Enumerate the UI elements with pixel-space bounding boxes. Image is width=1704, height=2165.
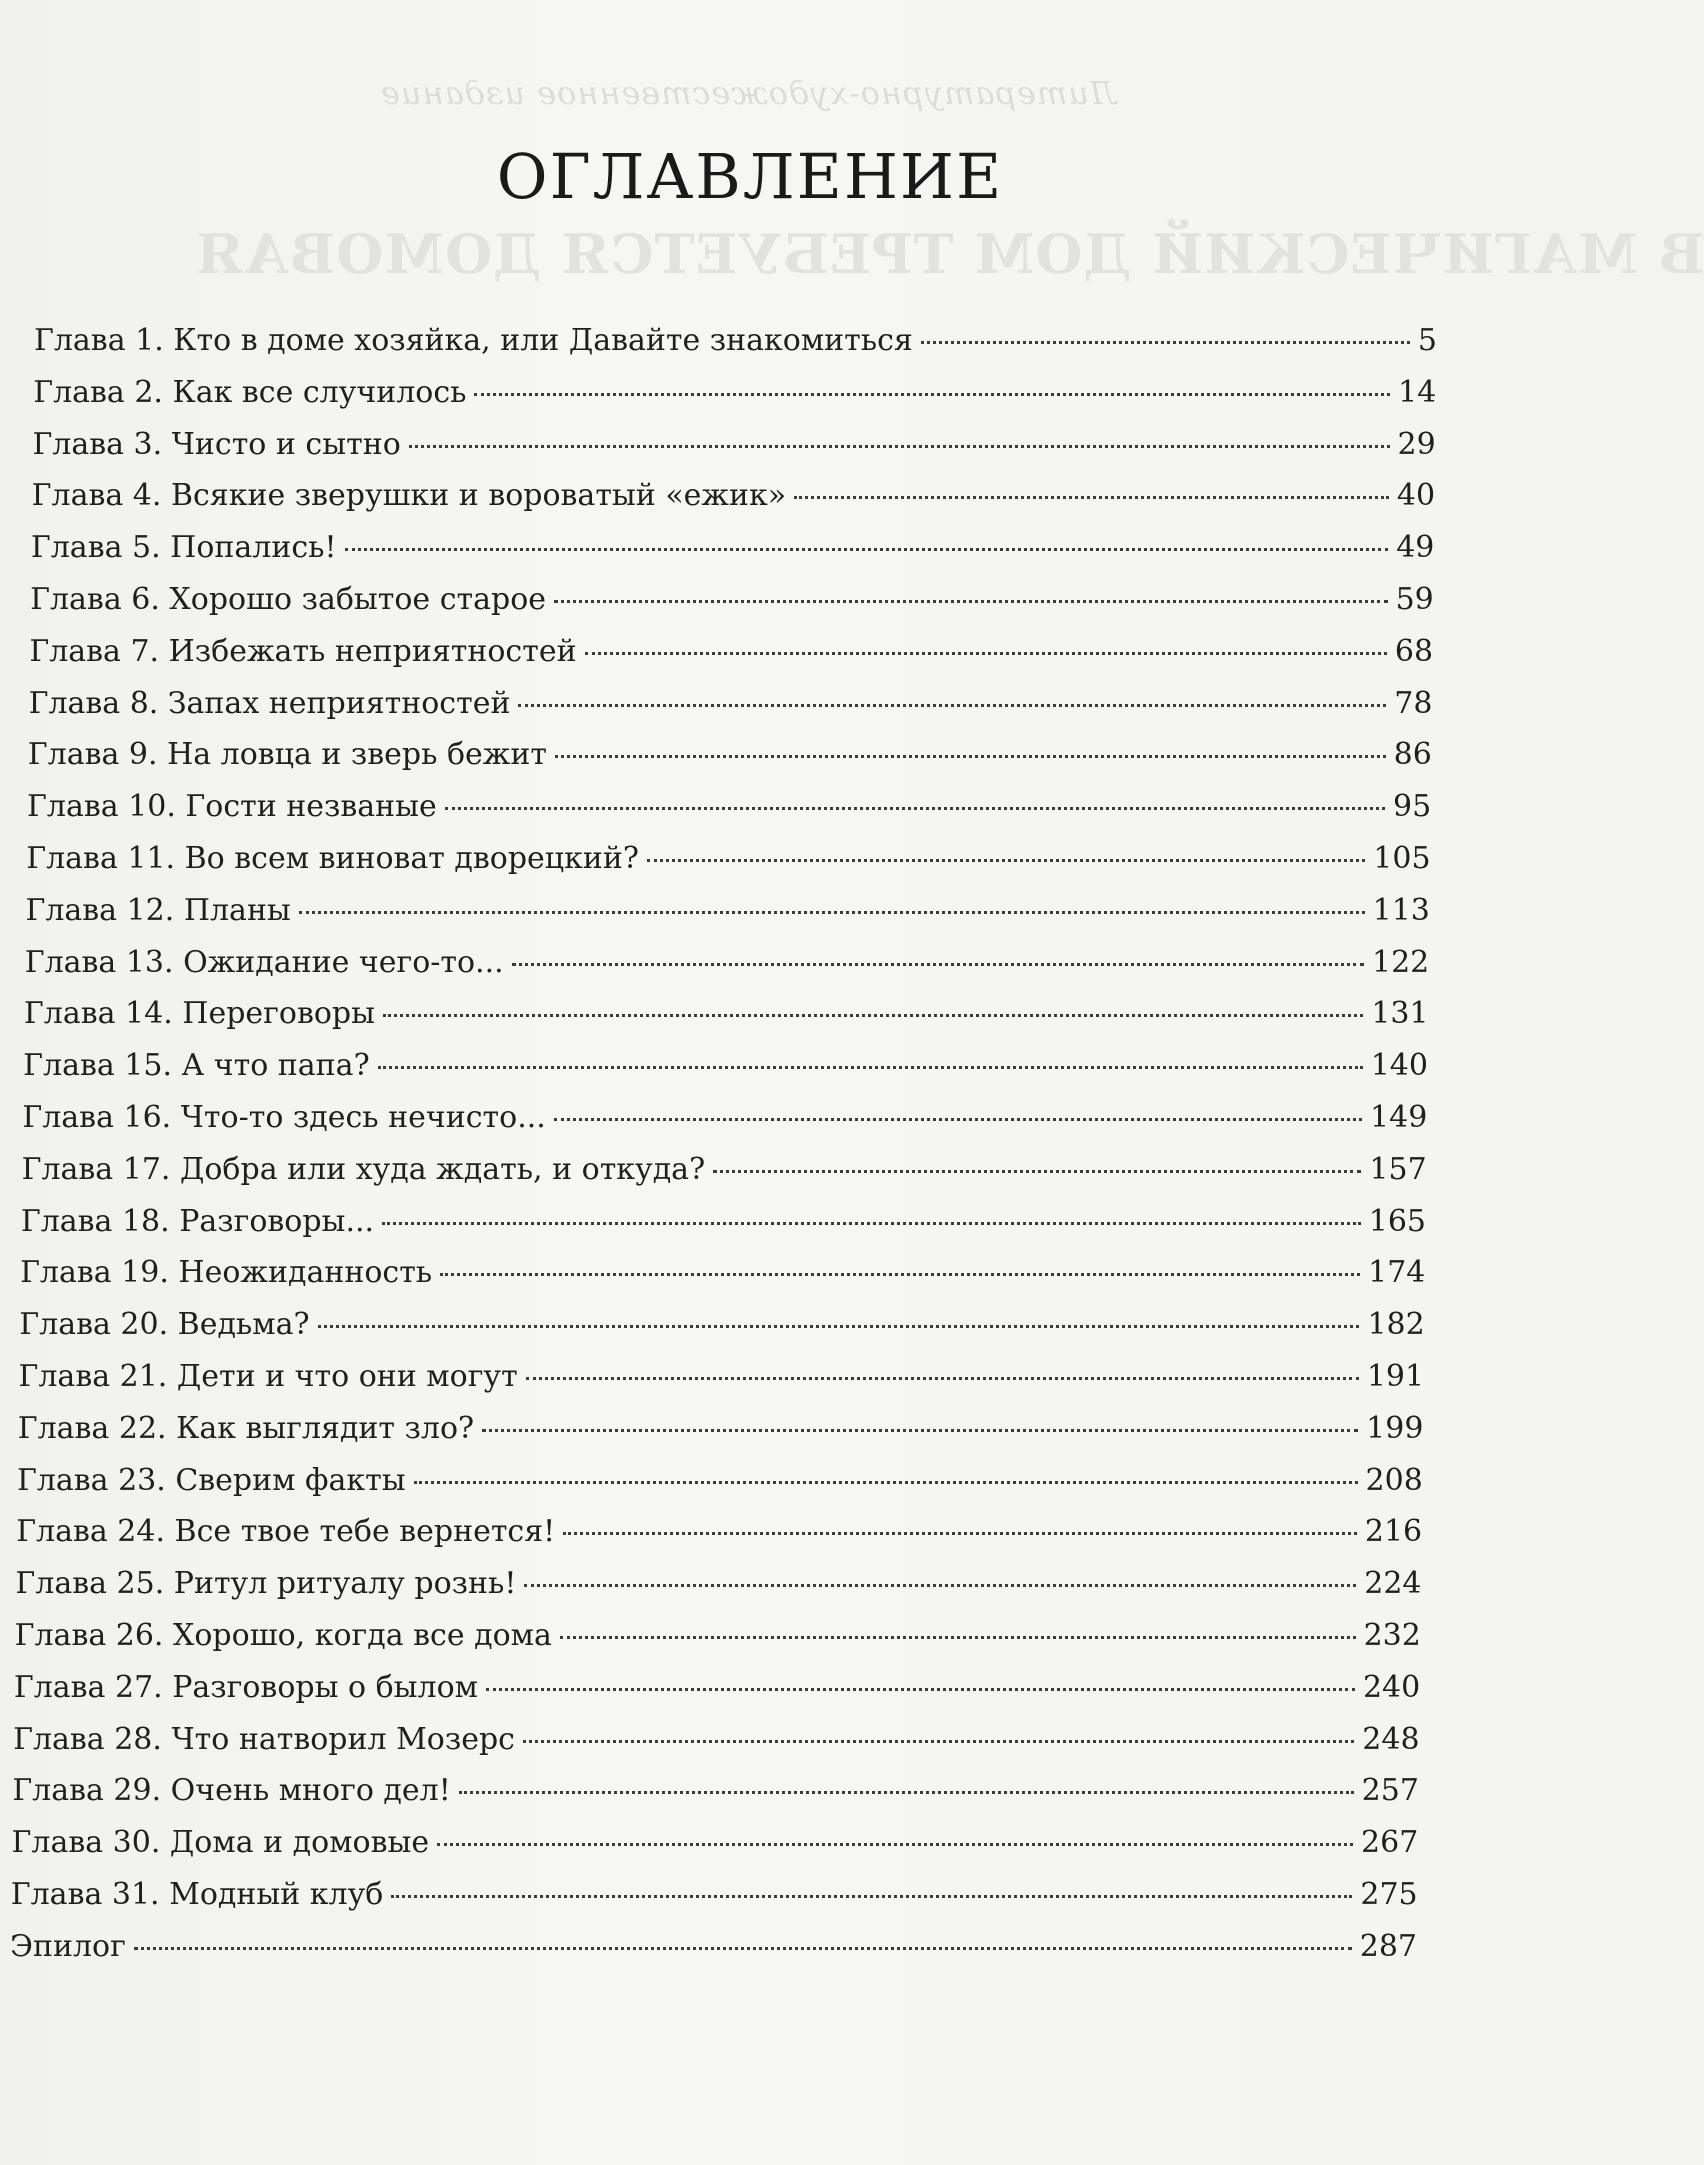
toc-dot-leader <box>409 445 1390 448</box>
toc-entry-title: Глава 15. А что папа? <box>23 1048 370 1084</box>
toc-entry-title: Глава 2. Как все случилось <box>33 374 467 410</box>
toc-dot-leader <box>482 1429 1358 1432</box>
toc-entry <box>12 1823 1419 1863</box>
toc-entry-title: Глава 23. Сверим факты <box>16 1462 406 1498</box>
toc-page-number: 216 <box>1364 1514 1423 1550</box>
toc-entry-title: Глава 5. Попались! <box>30 530 337 566</box>
toc-page-number: 182 <box>1367 1307 1425 1343</box>
toc-entry <box>32 425 1435 465</box>
toc-page-number: 191 <box>1366 1359 1425 1394</box>
toc-entry-title: Глава 9. На ловца и зверь бежит <box>27 737 547 773</box>
toc-entry-title: Глава 30. Дома и домовые <box>11 1825 430 1861</box>
toc-entry <box>20 1253 1425 1293</box>
toc-entry-title: Глава 8. Запах неприятностей <box>28 685 511 721</box>
toc-entry <box>19 1305 1424 1345</box>
toc-page-number: 199 <box>1366 1410 1424 1446</box>
toc-entry-title: Глава 25. Ритул ритуалу рознь! <box>15 1566 517 1602</box>
toc-entry <box>25 891 1429 931</box>
bleed-through-text: Литературно-художественное издание <box>380 74 1117 112</box>
toc-entry-title: Глава 4. Всякие зверушки и вороватый «ежик» <box>31 478 787 514</box>
toc-page-number: 14 <box>1398 374 1437 410</box>
toc-page-number: 208 <box>1365 1462 1423 1498</box>
toc-entry-title: Глава 10. Гости незваные <box>27 789 437 825</box>
toc-dot-leader <box>555 755 1386 758</box>
toc-entry <box>30 580 1434 620</box>
toc-dot-leader <box>585 652 1387 655</box>
toc-entry <box>18 1409 1424 1449</box>
toc-dot-leader <box>921 341 1410 344</box>
toc-dot-leader <box>345 548 1389 551</box>
toc-dot-leader <box>512 963 1364 966</box>
toc-entry-title: Глава 21. Дети и что они могут <box>18 1359 518 1394</box>
toc-entry <box>15 1564 1421 1604</box>
page-title: ОГЛАВЛЕНИЕ <box>496 140 1004 213</box>
toc-entry <box>29 632 1433 672</box>
toc-entry-title: Глава 17. Добра или худа ждать, и откуда? <box>21 1151 706 1187</box>
toc-entry <box>17 1461 1423 1501</box>
toc-entry <box>22 1150 1427 1190</box>
toc-page-number: 68 <box>1394 633 1434 669</box>
toc-dot-leader <box>554 1118 1362 1121</box>
toc-entry-title: Глава 27. Разговоры о былом <box>13 1669 478 1705</box>
toc-entry <box>19 1357 1425 1397</box>
toc-entry-title: Глава 3. Чисто и сытно <box>32 426 401 462</box>
toc-entry <box>27 787 1431 827</box>
toc-page-number: 149 <box>1370 1100 1428 1135</box>
toc-entry <box>10 1927 1417 1967</box>
toc-entry <box>12 1771 1419 1811</box>
toc-entry-title: Глава 13. Ожидание чего-то... <box>24 944 504 980</box>
toc-entry <box>21 1202 1426 1242</box>
toc-dot-leader <box>486 1688 1355 1691</box>
toc-dot-leader <box>524 1584 1356 1587</box>
toc-page-number: 287 <box>1359 1928 1417 1964</box>
toc-entry <box>34 321 1437 361</box>
toc-entry <box>31 528 1435 568</box>
toc-dot-leader <box>526 1377 1359 1380</box>
toc-page-number: 105 <box>1373 841 1431 876</box>
toc-page-number: 257 <box>1361 1773 1419 1809</box>
toc-entry <box>24 994 1429 1034</box>
toc-entry-title: Глава 16. Что-то здесь нечисто... <box>22 1100 546 1135</box>
toc-entry <box>28 735 1432 775</box>
toc-entry-title: Глава 6. Хорошо забытое старое <box>30 582 547 617</box>
toc-dot-leader <box>445 807 1385 810</box>
toc-entry <box>23 1046 1428 1086</box>
toc-page-number: 157 <box>1369 1151 1427 1187</box>
toc-page-number: 59 <box>1395 582 1434 617</box>
toc-entry <box>14 1668 1420 1708</box>
toc-dot-leader <box>391 1895 1352 1898</box>
toc-entry-title: Глава 19. Неожиданность <box>20 1255 433 1291</box>
toc-page-number: 95 <box>1393 789 1432 825</box>
toc-dot-leader <box>794 496 1389 499</box>
toc-page-number: 224 <box>1364 1566 1422 1602</box>
toc-entry-title: Эпилог <box>10 1928 126 1964</box>
toc-dot-leader <box>647 859 1365 862</box>
toc-dot-leader <box>299 911 1365 914</box>
toc-entry-title: Глава 28. Что натворил Мозерс <box>13 1721 515 1757</box>
toc-page-number: 86 <box>1393 737 1432 773</box>
toc-dot-leader <box>459 1791 1354 1794</box>
toc-entry <box>25 943 1430 983</box>
toc-entry-title: Глава 22. Как выглядит зло? <box>17 1410 475 1446</box>
toc-entry-title: Глава 31. Модный клуб <box>10 1877 384 1912</box>
toc-entry <box>32 476 1435 516</box>
toc-dot-leader <box>440 1273 1360 1276</box>
toc-dot-leader <box>318 1325 1360 1328</box>
toc-page-number: 49 <box>1396 530 1435 566</box>
toc-page-number: 40 <box>1396 478 1436 514</box>
toc-entry-title: Глава 29. Очень много дел! <box>12 1773 451 1809</box>
toc-page-number: 275 <box>1360 1877 1418 1912</box>
toc-dot-leader <box>563 1532 1357 1535</box>
toc-dot-leader <box>437 1843 1353 1846</box>
toc-entry-title: Глава 24. Все твое тебе вернется! <box>16 1514 556 1550</box>
toc-page-number: 131 <box>1371 996 1429 1032</box>
toc-entry <box>26 839 1430 879</box>
toc-page-number: 140 <box>1370 1048 1428 1084</box>
toc-page-number: 78 <box>1394 685 1433 721</box>
toc-entry-title: Глава 26. Хорошо, когда все дома <box>14 1618 552 1653</box>
toc-entry-title: Глава 7. Избежать неприятностей <box>29 633 577 669</box>
toc-dot-leader <box>382 1222 1361 1225</box>
toc-page-number: 29 <box>1397 426 1436 462</box>
toc-dot-leader <box>383 1014 1363 1017</box>
toc-page-number: 113 <box>1372 892 1430 928</box>
toc-entry <box>15 1616 1421 1656</box>
toc-page-number: 267 <box>1361 1825 1419 1861</box>
toc-dot-leader <box>518 704 1386 707</box>
toc-dot-leader <box>134 1947 1352 1950</box>
toc-entry-title: Глава 18. Разговоры... <box>20 1203 375 1239</box>
toc-entry-title: Глава 1. Кто в доме хозяйка, или Давайте знакомиться <box>34 323 913 358</box>
toc-entry-title: Глава 14. Переговоры <box>23 996 375 1032</box>
toc-entry <box>11 1875 1418 1915</box>
toc-entry <box>33 373 1436 413</box>
toc-dot-leader <box>554 600 1388 603</box>
toc-dot-leader <box>474 393 1390 396</box>
toc-entry-title: Глава 12. Планы <box>25 892 291 928</box>
toc-entry <box>22 1098 1427 1138</box>
bleed-through-title: В МАГИЧЕСКИЙ ДОМ ТРЕБУЕТСЯ ДОМОВАЯ <box>195 222 1704 286</box>
toc-page-number: 165 <box>1368 1203 1427 1239</box>
toc-dot-leader <box>523 1740 1354 1743</box>
toc-page-number: 232 <box>1363 1618 1421 1653</box>
toc-page-number: 240 <box>1362 1669 1421 1705</box>
toc-dot-leader <box>378 1066 1363 1069</box>
toc-entry-title: Глава 11. Во всем виноват дворецкий? <box>26 841 639 876</box>
toc-entry-title: Глава 20. Ведьма? <box>19 1307 310 1343</box>
toc-page-number: 122 <box>1371 944 1430 980</box>
toc-page-number: 5 <box>1417 323 1437 358</box>
toc-entry <box>13 1720 1419 1760</box>
toc-page-number: 248 <box>1362 1721 1420 1757</box>
toc-dot-leader <box>414 1481 1358 1484</box>
toc-dot-leader <box>713 1170 1361 1173</box>
toc-page-number: 174 <box>1368 1255 1426 1291</box>
toc-dot-leader <box>560 1636 1356 1639</box>
toc-entry <box>29 684 1433 724</box>
toc-entry <box>16 1512 1422 1552</box>
